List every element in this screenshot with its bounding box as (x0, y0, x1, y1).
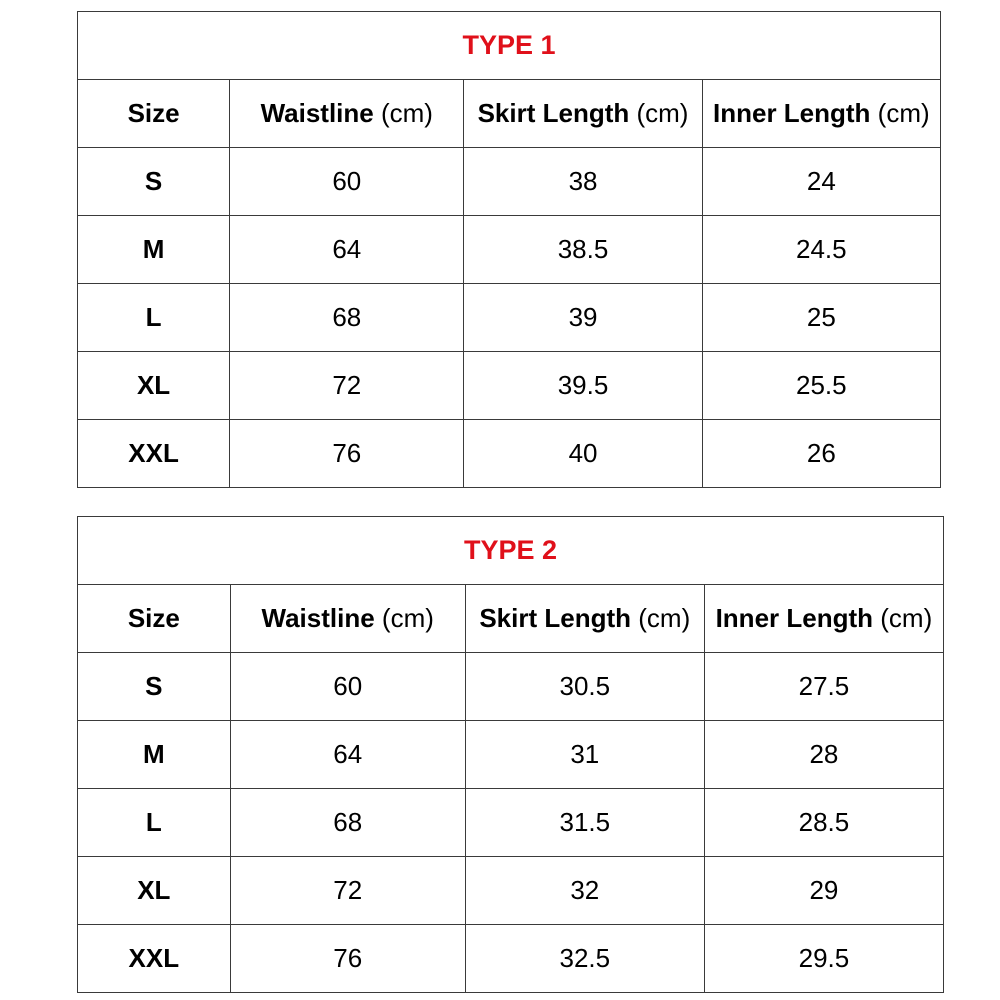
column-header-label: Inner Length (713, 98, 871, 128)
column-header-size (78, 80, 230, 148)
table-row (78, 148, 941, 216)
skirt-length-cell: 32 (465, 857, 704, 925)
skirt-length-cell: 40 (464, 420, 702, 488)
table-row (78, 721, 944, 789)
waistline-cell: 60 (230, 653, 465, 721)
size-cell: S (78, 148, 230, 216)
inner-length-cell: 24 (702, 148, 940, 216)
column-header-waistline (230, 585, 465, 653)
size-cell: XL (78, 352, 230, 420)
column-header-inner-length (704, 585, 943, 653)
waistline-cell: 76 (230, 925, 465, 993)
waistline-cell: 64 (230, 216, 464, 284)
skirt-length-cell: 38 (464, 148, 702, 216)
skirt-length-cell: 39.5 (464, 352, 702, 420)
size-chart-table-type-2 (77, 516, 944, 993)
waistline-cell: 76 (230, 420, 464, 488)
inner-length-cell: 26 (702, 420, 940, 488)
table-row (78, 789, 944, 857)
skirt-length-cell: 30.5 (465, 653, 704, 721)
column-header-label: Skirt Length (479, 603, 632, 633)
size-cell: M (78, 721, 231, 789)
waistline-cell: 68 (230, 789, 465, 857)
size-cell: XXL (78, 925, 231, 993)
inner-length-cell: 25 (702, 284, 940, 352)
inner-length-cell: 28 (704, 721, 943, 789)
size-cell: XL (78, 857, 231, 925)
table-row (78, 420, 941, 488)
column-header-label: Waistline (260, 98, 374, 128)
column-header-label: Waistline (261, 603, 375, 633)
skirt-length-cell: 39 (464, 284, 702, 352)
table-title-row (78, 517, 944, 585)
column-header-label: Size (127, 603, 180, 633)
waistline-cell: 60 (230, 148, 464, 216)
size-chart-table-type-1 (77, 11, 941, 488)
table-row (78, 216, 941, 284)
column-header-unit: (cm) (380, 98, 433, 128)
table-row (78, 284, 941, 352)
column-header-skirt-length (465, 585, 704, 653)
table-title: TYPE 1 (78, 12, 941, 80)
table-title-row (78, 12, 941, 80)
table-header-row (78, 585, 944, 653)
inner-length-cell: 29 (704, 857, 943, 925)
table-header-row (78, 80, 941, 148)
column-header-inner-length (702, 80, 940, 148)
skirt-length-cell: 38.5 (464, 216, 702, 284)
waistline-cell: 72 (230, 352, 464, 420)
column-header-unit: (cm) (877, 98, 930, 128)
size-cell: M (78, 216, 230, 284)
column-header-size (78, 585, 231, 653)
table-row (78, 653, 944, 721)
inner-length-cell: 24.5 (702, 216, 940, 284)
table-row (78, 352, 941, 420)
inner-length-cell: 27.5 (704, 653, 943, 721)
inner-length-cell: 29.5 (704, 925, 943, 993)
column-header-waistline (230, 80, 464, 148)
size-cell: XXL (78, 420, 230, 488)
column-header-unit: (cm) (880, 603, 933, 633)
column-header-unit: (cm) (381, 603, 434, 633)
column-header-unit: (cm) (638, 603, 691, 633)
inner-length-cell: 28.5 (704, 789, 943, 857)
column-header-label: Inner Length (715, 603, 874, 633)
table-title: TYPE 2 (78, 517, 944, 585)
column-header-label: Size (127, 98, 180, 128)
size-cell: S (78, 653, 231, 721)
table-row (78, 925, 944, 993)
size-cell: L (78, 789, 231, 857)
waistline-cell: 64 (230, 721, 465, 789)
skirt-length-cell: 31.5 (465, 789, 704, 857)
inner-length-cell: 25.5 (702, 352, 940, 420)
skirt-length-cell: 31 (465, 721, 704, 789)
column-header-label: Skirt Length (477, 98, 630, 128)
waistline-cell: 72 (230, 857, 465, 925)
waistline-cell: 68 (230, 284, 464, 352)
skirt-length-cell: 32.5 (465, 925, 704, 993)
size-cell: L (78, 284, 230, 352)
column-header-skirt-length (464, 80, 702, 148)
table-row (78, 857, 944, 925)
column-header-unit: (cm) (636, 98, 689, 128)
